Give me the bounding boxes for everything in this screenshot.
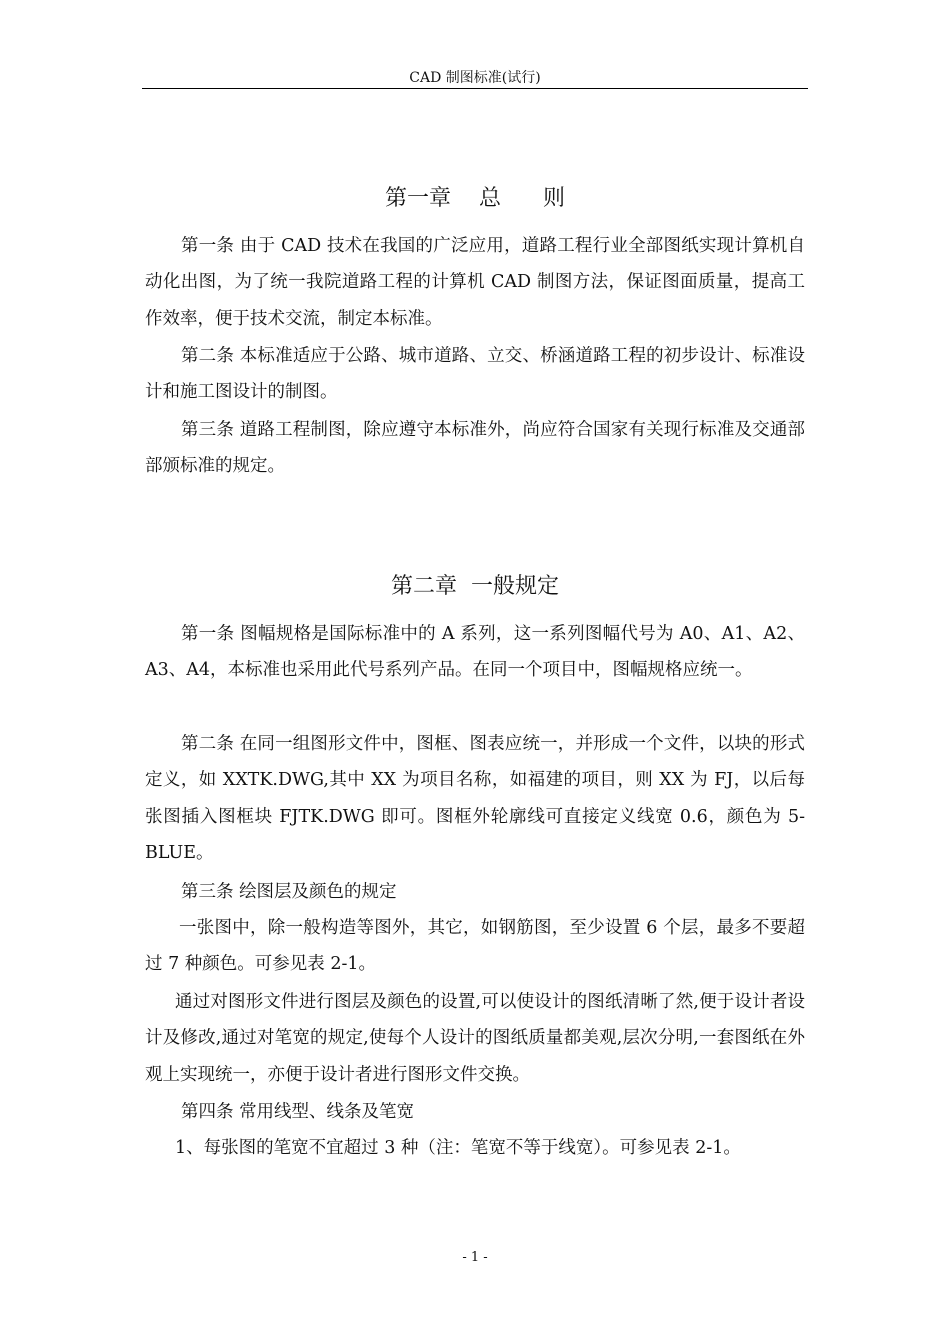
ch2-article-3-body-2: 通过对图形文件进行图层及颜色的设置,可以使设计的图纸清晰了然,便于设计者设计及修改,通过对笔宽的规定,使每个人设计的图纸质量都美观,层次分明,一套图纸在外观上实现统一，亦便于设计者进行图形文件交换。 <box>145 992 805 1085</box>
ch1-article-1: 第一条 由于 CAD 技术在我国的广泛应用，道路工程行业全部图纸实现计算机自动化出图，为了统一我院道路工程的计算机 CAD 制图方法，保证图面质量，提高工作效率，便于技术交流，制定本标准。 <box>145 236 805 329</box>
ch1-article-2: 第二条 本标准适应于公路、城市道路、立交、桥涵道路工程的初步设计、标准设计和施工图设计的制图。 <box>145 346 805 403</box>
ch2-article-2: 第二条 在同一组图形文件中，图框、图表应统一，并形成一个文件，以块的形式定义，如 XXTK.DWG,其中 XX 为项目名称，如福建的项目，则 XX 为 FJ，以后每张图插入图框块 FJTK.DWG 即可。图框外轮廓线可直接定义线宽 0.6，颜色为 5-BLUE。 <box>145 734 805 863</box>
ch2-article-4-heading: 第四条 常用线型、线条及笔宽 <box>181 1102 415 1122</box>
ch2-article-1: 第一条 图幅规格是国际标准中的 A 系列，这一系列图幅代号为 A0、A1、A2、A3、A4，本标准也采用此代号系列产品。在同一个项目中，图幅规格应统一。 <box>145 624 805 681</box>
chapter-1-title: 第一章 总 则 <box>385 186 565 211</box>
page-number: - 1 - <box>462 1250 488 1265</box>
ch2-article-4-item-1: 1、每张图的笔宽不宜超过 3 种（注：笔宽不等于线宽）。可参见表 2-1。 <box>175 1138 741 1158</box>
running-header: CAD 制图标准(试行) <box>409 70 541 86</box>
ch1-article-3: 第三条 道路工程制图，除应遵守本标准外，尚应符合国家有关现行标准及交通部部颁标准的规定。 <box>145 420 805 477</box>
ch2-article-3-heading: 第三条 绘图层及颜色的规定 <box>181 882 397 902</box>
chapter-2-title: 第二章 一般规定 <box>391 574 559 599</box>
header-rule <box>142 88 808 89</box>
ch2-article-3-body-1: 一张图中，除一般构造等图外，其它，如钢筋图，至少设置 6 个层，最多不要超过 7 种颜色。可参见表 2-1。 <box>145 918 805 975</box>
